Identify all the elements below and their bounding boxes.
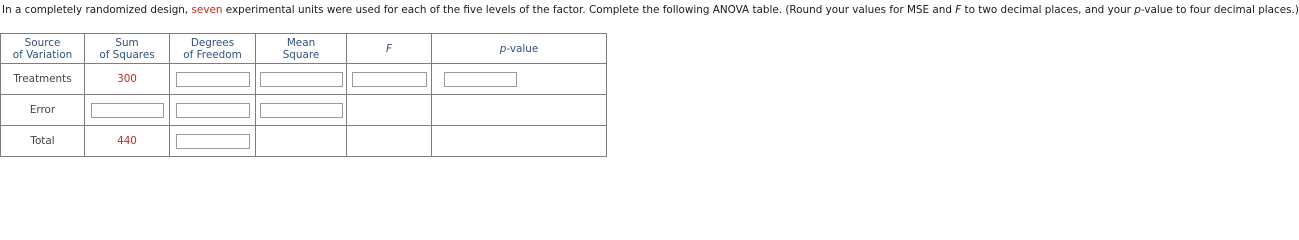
treatments-ms-cell — [256, 64, 347, 95]
total-f-cell — [347, 126, 432, 157]
treatments-ss-value: 300 — [85, 64, 170, 95]
p-symbol: p — [1134, 4, 1141, 16]
error-df-cell — [170, 95, 256, 126]
header-f: F — [347, 34, 432, 64]
treatments-ms-input[interactable] — [260, 72, 343, 87]
error-ss-cell — [85, 95, 170, 126]
treatments-f-cell — [347, 64, 432, 95]
row-label-treatments: Treatments — [1, 64, 85, 95]
error-ms-cell — [256, 95, 347, 126]
error-p-cell — [432, 95, 607, 126]
table-row-total — [1, 126, 607, 157]
error-ms-input[interactable] — [260, 103, 343, 118]
total-ms-cell — [256, 126, 347, 157]
table-row-treatments — [1, 64, 607, 95]
total-df-input[interactable] — [176, 134, 250, 149]
error-f-cell — [347, 95, 432, 126]
question-part-3: to two decimal places, and your — [961, 4, 1135, 16]
header-degrees-of-freedom: Degrees of Freedom — [170, 34, 256, 64]
treatments-df-cell — [170, 64, 256, 95]
anova-table — [0, 33, 607, 157]
row-label-total: Total — [1, 126, 85, 157]
header-row — [1, 34, 607, 64]
total-df-cell — [170, 126, 256, 157]
table-row-error — [1, 95, 607, 126]
treatments-df-input[interactable] — [176, 72, 250, 87]
f-symbol: F — [955, 4, 962, 16]
total-p-cell — [432, 126, 607, 157]
header-p-value: p-value — [432, 34, 607, 64]
total-ss-value: 440 — [85, 126, 170, 157]
highlight-count: seven — [191, 4, 223, 16]
error-ss-input[interactable] — [91, 103, 164, 118]
row-label-error: Error — [1, 95, 85, 126]
p-value-input[interactable] — [444, 72, 517, 87]
error-df-input[interactable] — [176, 103, 250, 118]
question-text — [2, 2, 1299, 18]
header-source: Source of Variation — [1, 34, 85, 64]
question-part-1: In a completely randomized design, — [2, 4, 192, 16]
header-mean-square: Mean Square — [256, 34, 347, 64]
f-input[interactable] — [352, 72, 427, 87]
question-part-2: experimental units were used for each of the five levels of the factor. Complete the following ANOVA table. (Round your values for MSE and — [222, 4, 956, 16]
question-part-4: -value to four decimal places.) — [1140, 4, 1299, 16]
treatments-p-cell — [432, 64, 607, 95]
header-sum-of-squares: Sum of Squares — [85, 34, 170, 64]
